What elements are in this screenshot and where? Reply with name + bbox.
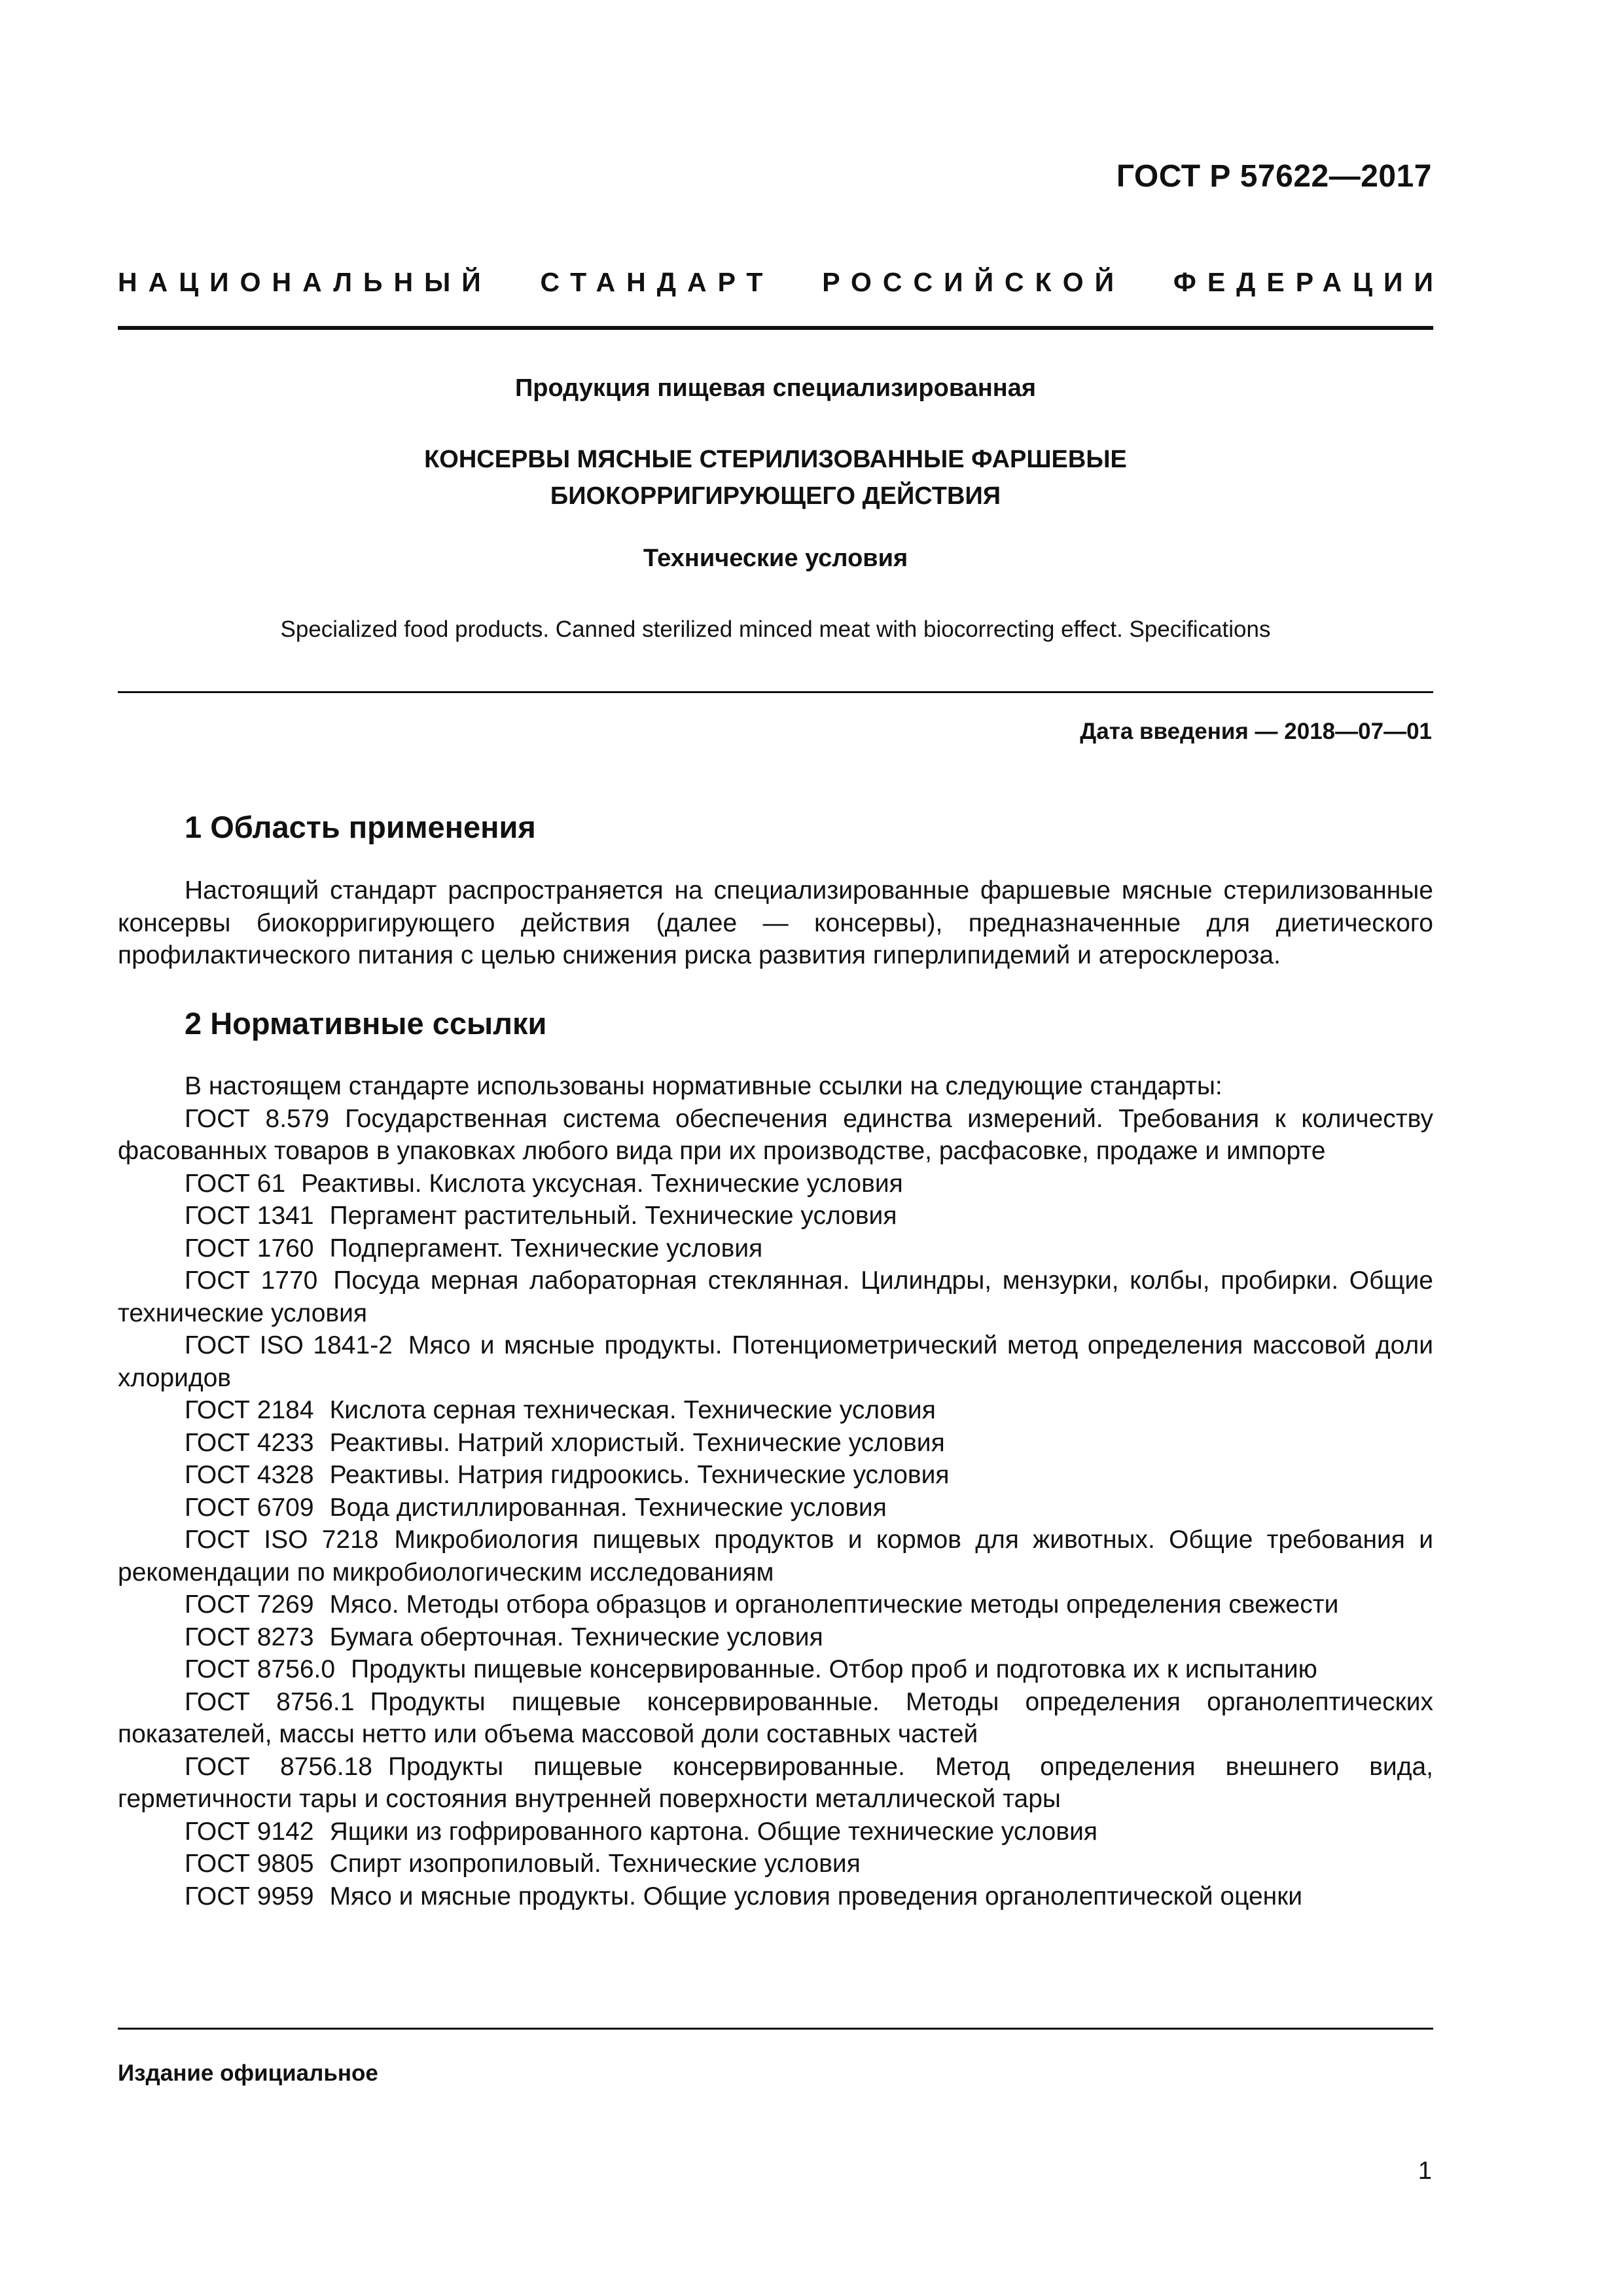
reference-item — [118, 1232, 1433, 1265]
document-title — [118, 441, 1433, 514]
section-1-heading: 1 Область применения — [185, 810, 536, 844]
reference-code: ГОСТ 1760 — [185, 1234, 314, 1263]
reference-item — [118, 1200, 1433, 1232]
section-2-intro: В настоящем стандарте использованы нормативные ссылки на следующие стандарты: — [185, 1072, 1222, 1100]
reference-title: Реактивы. Кислота уксусная. Технические условия — [301, 1169, 903, 1198]
national-standard-banner — [118, 267, 1444, 298]
title-line: БИОКОРРИГИРУЮЩЕГО ДЕЙСТВИЯ — [550, 482, 1001, 510]
reference-item — [118, 1524, 1433, 1588]
reference-title: Реактивы. Натрий хлористый. Технические условия — [329, 1428, 945, 1457]
english-title: Specialized food products. Canned sterilized minced meat with biocorrecting effect. Specifications — [280, 617, 1271, 642]
official-edition-label: Издание официальное — [118, 2060, 378, 2086]
reference-code: ГОСТ 8756.1 — [185, 1687, 355, 1716]
section-1-body — [118, 874, 1433, 972]
reference-title: Продукты пищевые консервированные. Методы определения органолептических показателей, массы нетто или объема массовой доли составных частей — [118, 1687, 1433, 1748]
reference-item — [118, 1751, 1433, 1816]
effective-date: Дата введения — 2018—07—01 — [1080, 719, 1432, 744]
banner-word: НАЦИОНАЛЬНЫЙ — [118, 267, 492, 297]
reference-code: ГОСТ 9959 — [185, 1882, 314, 1910]
reference-item — [118, 1848, 1433, 1880]
reference-code: ГОСТ 8756.18 — [185, 1752, 372, 1781]
reference-code: ГОСТ 8756.0 — [185, 1655, 336, 1683]
reference-title: Мясо и мясные продукты. Общие условия проведения органолептической оценки — [329, 1882, 1303, 1910]
banner-word: РОССИЙСКОЙ — [822, 267, 1126, 297]
reference-title: Реактивы. Натрия гидроокись. Технические условия — [329, 1461, 950, 1489]
reference-item — [118, 1329, 1433, 1394]
reference-item — [118, 1394, 1433, 1427]
section-2-body — [118, 1070, 1433, 1912]
reference-code: ГОСТ 4328 — [185, 1461, 314, 1489]
reference-code: ГОСТ 9805 — [185, 1850, 314, 1878]
reference-item — [118, 1427, 1433, 1460]
reference-item — [118, 1880, 1433, 1913]
reference-code: ГОСТ 1341 — [185, 1202, 314, 1230]
reference-title: Вода дистиллированная. Технические условия — [329, 1493, 887, 1522]
reference-code: ГОСТ 7269 — [185, 1590, 314, 1619]
reference-item — [118, 1459, 1433, 1492]
title-line: КОНСЕРВЫ МЯСНЫЕ СТЕРИЛИЗОВАННЫЕ ФАРШЕВЫЕ — [424, 446, 1127, 473]
reference-title: Спирт изопропиловый. Технические условия — [329, 1850, 861, 1878]
document-subtitle: Технические условия — [643, 545, 908, 572]
product-category: Продукция пищевая специализированная — [514, 374, 1037, 402]
reference-title: Продукты пищевые консервированные. Отбор проб и подготовка их к испытанию — [351, 1655, 1317, 1683]
banner-word: ФЕДЕРАЦИИ — [1173, 267, 1444, 297]
reference-title: Кислота серная техническая. Технические условия — [329, 1396, 936, 1424]
reference-title: Ящики из гофрированного картона. Общие технические условия — [329, 1817, 1097, 1846]
reference-title: Подпергамент. Технические условия — [329, 1234, 763, 1263]
reference-title: Посуда мерная лабораторная стеклянная. Цилиндры, мензурки, колбы, пробирки. Общие технические условия — [118, 1266, 1433, 1327]
reference-list — [118, 1103, 1433, 1913]
reference-code: ГОСТ 4233 — [185, 1428, 314, 1457]
reference-code: ГОСТ 8273 — [185, 1623, 314, 1651]
section-2-heading: 2 Нормативные ссылки — [185, 1006, 547, 1041]
banner-word: СТАНДАРТ — [540, 267, 774, 297]
reference-code: ГОСТ ISO 1841-2 — [185, 1331, 393, 1359]
reference-item — [118, 1265, 1433, 1329]
header-rule — [118, 326, 1433, 330]
reference-code: ГОСТ 61 — [185, 1169, 286, 1198]
reference-item — [118, 1653, 1433, 1686]
reference-title: Пергамент растительный. Технические условия — [329, 1202, 897, 1230]
section-1-paragraph: Настоящий стандарт распространяется на специализированные фаршевые мясные стерилизованные консервы биокорригирующего действия (далее — консервы), предназначенные для диетического профилактического питания с целью снижения риска развития гиперлипидемий и атеросклероза. — [118, 876, 1433, 969]
reference-item — [118, 1816, 1433, 1848]
reference-code: ГОСТ 6709 — [185, 1493, 314, 1522]
footer-rule — [118, 2028, 1433, 2030]
reference-title: Мясо и мясные продукты. Потенциометрический метод определения массовой доли хлоридов — [118, 1331, 1433, 1392]
reference-title: Мясо. Методы отбора образцов и органолептические методы определения свежести — [329, 1590, 1339, 1619]
reference-code: ГОСТ 1770 — [185, 1266, 318, 1295]
reference-item — [118, 1492, 1433, 1524]
reference-item — [118, 1103, 1433, 1168]
reference-item — [118, 1621, 1433, 1654]
page-number: 1 — [1418, 2157, 1432, 2185]
reference-code: ГОСТ 2184 — [185, 1396, 314, 1424]
reference-code: ГОСТ 9142 — [185, 1817, 314, 1846]
reference-title: Бумага оберточная. Технические условия — [329, 1623, 823, 1651]
reference-code: ГОСТ 8.579 — [185, 1104, 330, 1133]
reference-title: Микробиология пищевых продуктов и кормов для животных. Общие требования и рекомендации по микробиологическим исследованиям — [118, 1526, 1434, 1587]
document-number: ГОСТ Р 57622—2017 — [1116, 159, 1432, 194]
reference-item — [118, 1686, 1433, 1751]
reference-title: Государственная система обеспечения единства измерений. Требования к количеству фасованных товаров в упаковках любого вида при их производстве, расфасовке, продаже и импорте — [118, 1104, 1433, 1165]
reference-item — [118, 1168, 1433, 1200]
reference-code: ГОСТ ISO 7218 — [185, 1526, 379, 1554]
reference-item — [118, 1588, 1433, 1621]
reference-title: Продукты пищевые консервированные. Метод определения внешнего вида, герметичности тары и состояния внутренней поверхности металлической тары — [118, 1752, 1433, 1813]
title-rule — [118, 691, 1433, 693]
